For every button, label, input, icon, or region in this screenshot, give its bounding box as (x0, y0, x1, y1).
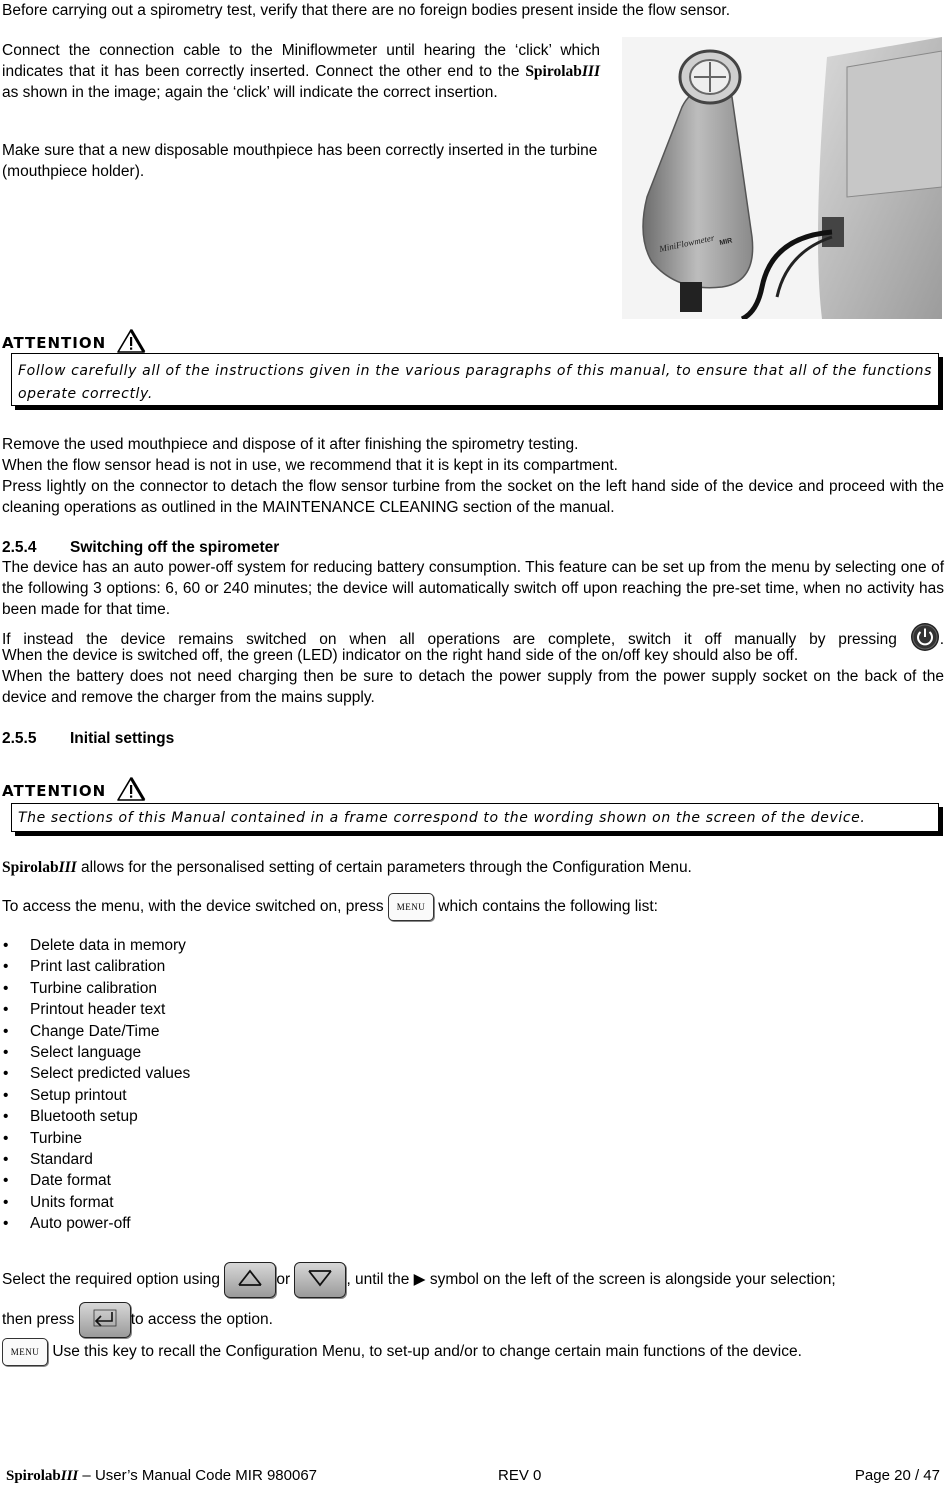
manual-switch-text: If instead the device remains switched on when all operations are complete, switch it off manually by pressing (2, 631, 897, 648)
down-key-icon (294, 1262, 346, 1298)
list-item: • Select language (2, 1042, 190, 1063)
config-access-line (2, 893, 658, 921)
battery-paragraph: When the battery does not need charging then be sure to detach the power supply from the power supply socket on the back of the device and remove the charger from the mains supply. (2, 668, 944, 706)
config-intro-text: allows for the personalised setting of certain parameters through the Configuration Menu. (76, 859, 692, 876)
select-text-post: , until the ▶ symbol on the left of the screen is alongside your selection; (346, 1271, 836, 1289)
select-option-line (2, 1262, 946, 1298)
list-item: • Standard (2, 1149, 190, 1170)
device-photo (622, 37, 942, 319)
device-label: MiniFlowmeter (658, 232, 716, 254)
list-item: • Select predicted values (2, 1063, 190, 1084)
access-text-post: which contains the following list: (438, 898, 658, 916)
list-item: • Printout header text (2, 999, 190, 1020)
list-item: • Change Date/Time (2, 1021, 190, 1042)
menu-key-icon: MENU (388, 893, 434, 921)
warning-icon (116, 776, 146, 802)
enter-key-icon (79, 1302, 131, 1338)
intro-paragraph-connect (2, 40, 600, 103)
footer-page-number: Page 20 / 47 (854, 1467, 940, 1484)
select-text: Select the required option using (2, 1271, 221, 1289)
enter-line (2, 1302, 273, 1338)
list-item: • Units format (2, 1192, 190, 1213)
list-item: • Turbine calibration (2, 978, 190, 999)
brand-name: SpirolabIII (2, 859, 77, 876)
section-number: 2.5.4 (2, 539, 37, 556)
miniflowmeter-illustration (622, 37, 942, 319)
access-text: To access the menu, with the device switched on, press (2, 898, 384, 916)
attention-text: The sections of this Manual contained in a frame correspond to the wording shown on the screen of the device. (18, 810, 866, 826)
footer-revision: REV 0 (498, 1467, 542, 1484)
led-indicator-line: When the device is switched off, the green (LED) indicator on the right hand side of the on/off key should also be off. (2, 647, 799, 664)
intro-text: as shown in the image; again the ‘click’ will indicate the correct insertion. (2, 84, 498, 101)
menu-key-icon: MENU (2, 1338, 48, 1366)
section-heading-switching-off (2, 537, 279, 558)
attention-box (11, 353, 939, 406)
attention-text: Follow carefully all of the instructions given in the various paragraphs of this manual, to ensure that all of the functions operate correctly. (18, 363, 932, 402)
list-item: • Setup printout (2, 1085, 190, 1106)
after-line-1: Remove the used mouthpiece and dispose of it after finishing the spirometry testing. (2, 436, 579, 453)
warning-icon (116, 328, 146, 354)
then-text: then press (2, 1311, 75, 1329)
list-item: • Auto power-off (2, 1213, 190, 1234)
after-line-3: Press lightly on the connector to detach the flow sensor turbine from the socket on the left hand side of the device and proceed with the cleaning operations as outlined in the MAINTENANCE CLEANING section of the manual. (2, 478, 944, 516)
menu-key-line (2, 1338, 802, 1366)
attention-heading-2 (2, 776, 146, 802)
attention-heading (2, 328, 146, 354)
brand-name: SpirolabIII (525, 63, 600, 80)
attention-box-2 (11, 803, 939, 832)
intro-line: Before carrying out a spirometry test, verify that there are no foreign bodies present inside the flow sensor. (2, 2, 731, 19)
or-text: or (276, 1271, 291, 1289)
up-key-icon (224, 1262, 276, 1298)
section-title: Initial settings (70, 730, 175, 747)
list-item: • Turbine (2, 1128, 190, 1149)
attention-title: ATTENTION (2, 782, 107, 800)
section-heading-initial-settings (2, 728, 174, 749)
page-footer (6, 1465, 940, 1486)
list-item: • Bluetooth setup (2, 1106, 190, 1127)
intro-text: Connect the connection cable to the Miniflowmeter until hearing the ‘click’ which indicates that it has been correctly inserted. Connect the other end to the (2, 42, 600, 80)
attention-title: ATTENTION (2, 334, 107, 352)
list-item: • Print last calibration (2, 956, 190, 977)
config-intro-line (2, 857, 692, 878)
section-title: Switching off the spirometer (70, 539, 280, 556)
footer-manual-code: – User’s Manual Code MIR 980067 (78, 1467, 318, 1484)
auto-power-off-paragraph: The device has an auto power-off system for reducing battery consumption. This feature can be set up from the menu by selecting one of the following 3 options: 6, 60 or 240 minutes; the device will automatically switch off upon reaching the pre-set time, when no activity has been made for that time. (2, 559, 944, 618)
period: . (939, 631, 944, 648)
config-menu-list (2, 935, 190, 1234)
list-item: • Date format (2, 1170, 190, 1191)
after-line-2: When the flow sensor head is not in use, we recommend that it is kept in its compartment. (2, 457, 618, 474)
then-text-post: to access the option. (130, 1311, 273, 1329)
footer-manual: SpirolabIII – User’s Manual Code MIR 980067 (6, 1467, 318, 1484)
intro-paragraph-mouthpiece: Make sure that a new disposable mouthpiece has been correctly inserted in the turbine (mouthpiece holder). (2, 142, 598, 180)
mir-logo: MIR (718, 237, 733, 247)
menu-key-text: Use this key to recall the Configuration Menu, to set-up and/or to change certain main functions of the device. (52, 1343, 802, 1361)
list-item: • Delete data in memory (2, 935, 190, 956)
section-number: 2.5.5 (2, 730, 37, 747)
